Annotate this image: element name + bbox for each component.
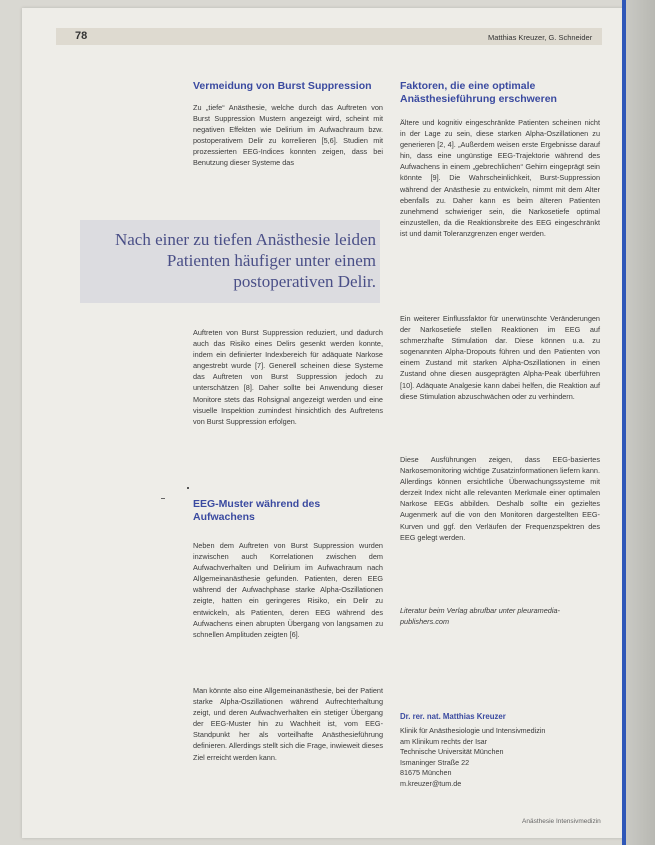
author-name: Dr. rer. nat. Matthias Kreuzer xyxy=(400,712,506,721)
address-line: am Klinikum rechts der Isar xyxy=(400,736,488,746)
margin-dash xyxy=(161,498,165,499)
address-line: Ismaninger Straße 22 xyxy=(400,757,470,767)
paragraph-burst-1: Zu „tiefe“ Anästhesie, welche durch das Auftreten von Burst Suppression Mustern angezeigt wird, scheint mit negativen Effekten wie Delirium im Aufwachraum bzw. postoperativem Delir zu korrelieren [5,6]. Studien mit prozessierten EEG-Indices konnten zeigen, dass bei Benutzung dieser Systeme das xyxy=(193,103,383,168)
section-heading-faktoren: Faktoren, die eine optimale Anästhesieführung erschweren xyxy=(400,80,557,105)
page-number: 78 xyxy=(75,30,88,42)
paragraph-faktoren-2: Ein weiterer Einflussfaktor für unerwünschte Veränderungen der Narkosetiefe stellen Reaktionen im EEG auf schmerzhafte Stimulation dar. Diese können u.a. zu sogenannten Alpha-Dropouts führen und den Patienten von einem Zustand mit starken Alpha-Oszillationen in einen Zustand ohne diesen ausgeprägten Alpha-Peak überführen [10]. Adäquate Analgesie kann dabei helfen, die Reaktion auf diese Stimulation abzuschwächen oder zu verhindern. xyxy=(400,314,600,401)
paragraph-faktoren-1: Ältere und kognitiv eingeschränkte Patienten scheinen nicht in der Lage zu sein, diese starken Alpha-Oszillationen zu generieren [2, 4]. „Außerdem weisen erste Ergebnisse darauf hin, dass eine ungünstige EEG-Trajektorie während des Aufwachens in einem „gebrechlichen“ Gehirn eingeprägt sein könnte [9]. Die Wahrscheinlichkeit, Burst-Suppression während der Anästhesie zu entwickeln, nimmt mit dem Alter ebenfalls zu. Daher kann es beim älteren Patienten zunehmend schwieriger sein, die Narkosetiefe optimal einzustellen, da die Reaktionsbreite des EEG eingeschränkt ist und damit Toleranzgrenzen enger werden. xyxy=(400,118,600,238)
bullet-dot xyxy=(187,487,189,489)
section-heading-burst-suppression: Vermeidung von Burst Suppression xyxy=(193,80,372,92)
author-address xyxy=(400,726,600,789)
pull-quote: Nach einer zu tiefen Anästhesie leiden Patienten häufiger unter einem postoperativen Delir. xyxy=(114,230,376,291)
paragraph-burst-2: Auftreten von Burst Suppression reduziert, und dadurch auch das Risiko eines Delirs gesenkt werden konnte, indem ein definierter Indexbereich für adäquate Narkose angestrebt wurde [7]. Generell scheinen diese Systeme das Auftreten von Burst Suppression jedoch zu unterschätzen [8]. Daher sollte bei Anwendung dieser Monitore stets das Rohsignal angezeigt werden und eine visuelle Inspektion zumindest hinsichtlich des Auftretens von Burst Suppression erfolgen. xyxy=(193,328,383,426)
paragraph-eeg-1: Neben dem Auftreten von Burst Suppression wurden inzwischen auch Korrelationen zwischen dem Aufwachverhalten und Delirium im Aufwachraum nach Allgemeinanästhesie gefunden. Patienten, deren EEG während der Aufwachphase starke Alpha-Oszillationen zeigte, hatten ein geringeres Risiko, ein Delir zu entwickeln, als Patienten, deren EEG während des Aufwachens einen abrupten Übergang von langsamen zu schnellen Amplituden zeigten [6]. xyxy=(193,541,383,639)
paragraph-eeg-2: Man könnte also eine Allgemeinanästhesie, bei der Patient starke Alpha-Oszillationen während Aufrechterhaltung zeigt, und deren Aufwachverhalten ein stetiger Übergang der EEG-Muster hin zu Wachheit ist, vom EEG-Standpunkt her als vorteilhafte Anästhesieführung definieren. Allerdings stellt sich die Frage, inwieweit dieses Ziel erreicht werden kann. xyxy=(193,686,383,762)
address-line: Technische Universität München xyxy=(400,747,504,756)
author-email[interactable]: m.kreuzer@tum.de xyxy=(400,778,462,788)
header-authors: Matthias Kreuzer, G. Schneider xyxy=(488,33,593,42)
section-heading-eeg-muster: EEG-Muster während des Aufwachens xyxy=(193,498,321,523)
book-spine-shadow xyxy=(626,0,655,845)
address-line: Klinik für Anästhesiologie und Intensivmedizin xyxy=(400,726,546,735)
paragraph-faktoren-3: Diese Ausführungen zeigen, dass EEG-basiertes Narkosemonitoring wichtige Zusatzinformationen liefern kann. Allerdings können ersichtliche Überwachungssysteme mit derzeit Index nicht alle relevanten Merkmale einer optimalen Narkose EEGs abbilden. Deshalb sollte ein gezieltes Augenmerk auf die von den Monitoren dargestellten EEG-Kurven und ggf. den Verläufen der Frequenzspektren des EEG gelegt werden. xyxy=(400,455,600,542)
address-line: 81675 München xyxy=(400,768,452,777)
footer-journal: Anästhesie Intensivmedizin xyxy=(522,818,601,825)
literature-note: Literatur beim Verlag abrufbar unter pleuramedia-publishers.com xyxy=(400,606,560,626)
